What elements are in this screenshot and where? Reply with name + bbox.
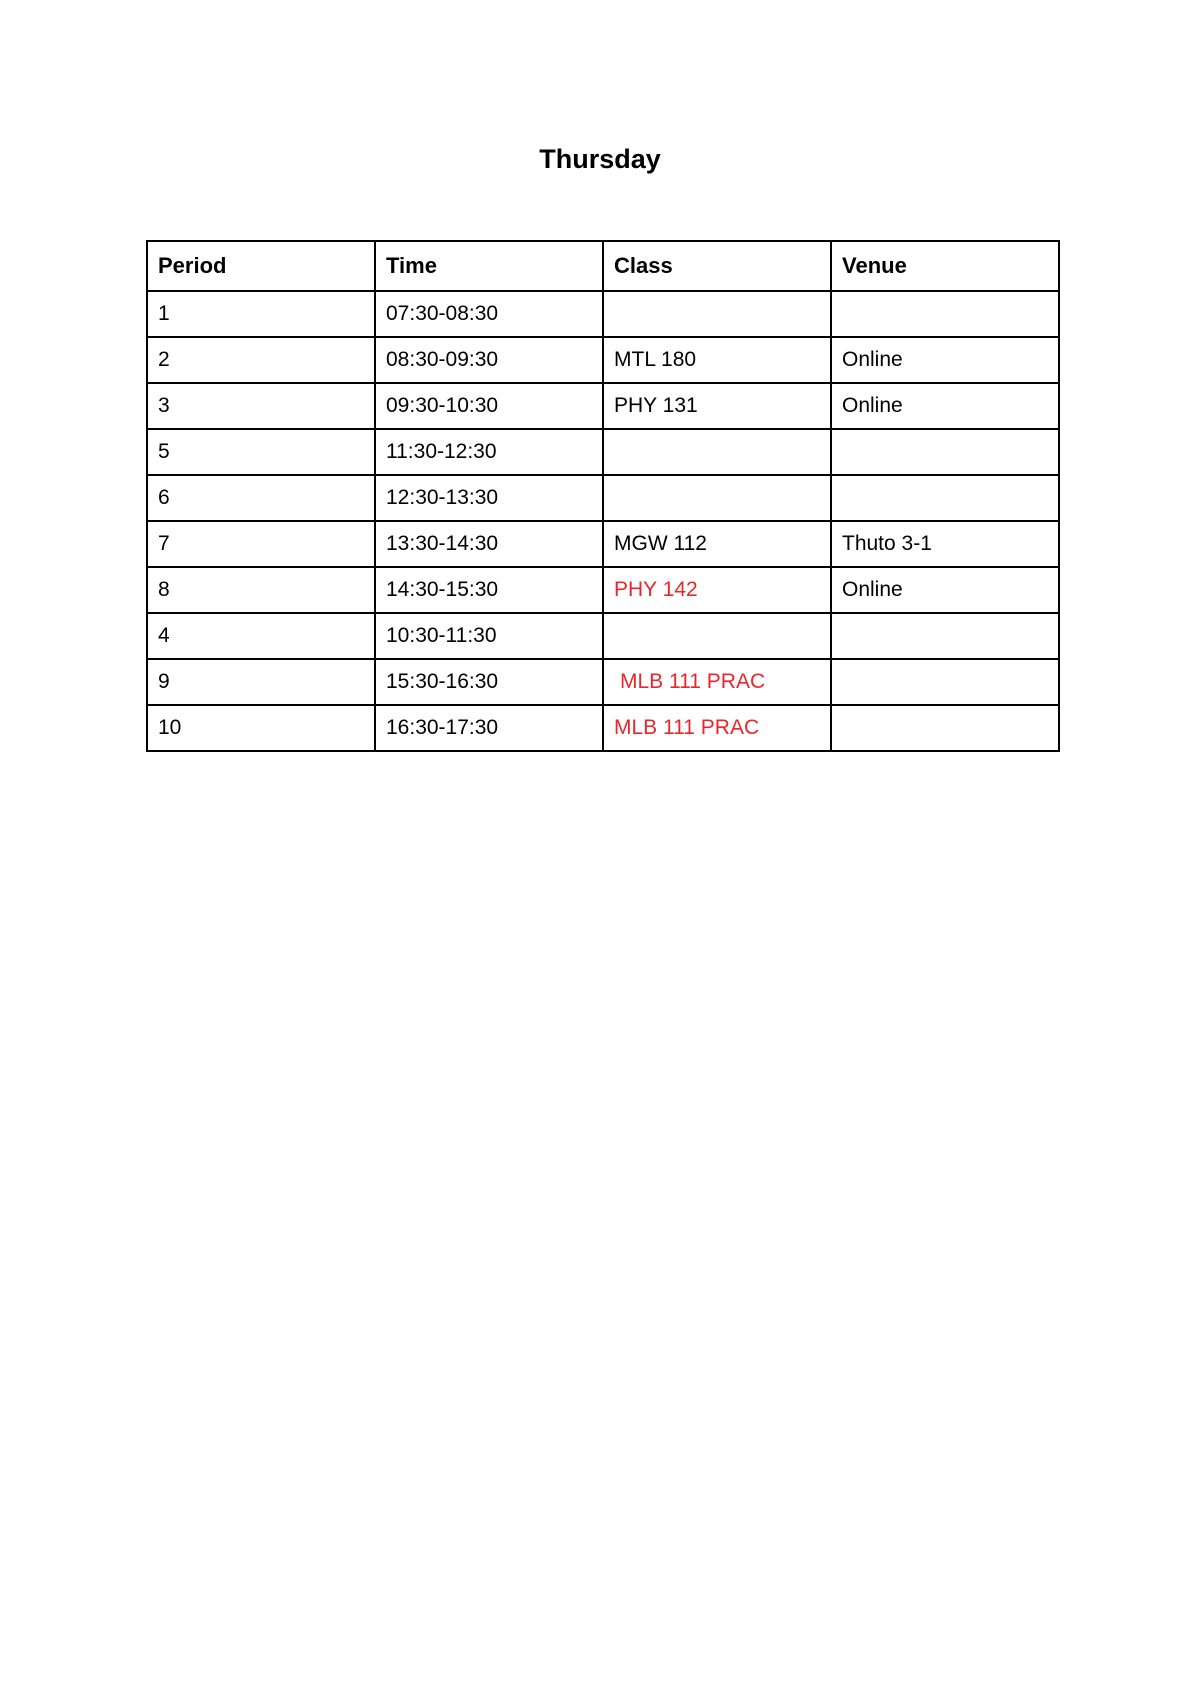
venue-cell xyxy=(831,613,1059,659)
class-cell: MTL 180 xyxy=(603,337,831,383)
venue-cell: Online xyxy=(831,337,1059,383)
class-cell xyxy=(603,613,831,659)
venue-cell xyxy=(831,705,1059,751)
table-row xyxy=(147,659,1059,705)
venue-cell xyxy=(831,659,1059,705)
table-row xyxy=(147,705,1059,751)
class-cell-highlighted: MLB 111 PRAC xyxy=(603,659,831,705)
time-cell: 10:30-11:30 xyxy=(375,613,603,659)
table-row xyxy=(147,613,1059,659)
class-cell: PHY 131 xyxy=(603,383,831,429)
time-cell: 08:30-09:30 xyxy=(375,337,603,383)
timetable xyxy=(146,240,1060,752)
time-cell: 15:30-16:30 xyxy=(375,659,603,705)
venue-cell xyxy=(831,475,1059,521)
time-cell: 09:30-10:30 xyxy=(375,383,603,429)
header-period: Period xyxy=(147,241,375,291)
class-cell: MGW 112 xyxy=(603,521,831,567)
table-row xyxy=(147,567,1059,613)
time-cell: 16:30-17:30 xyxy=(375,705,603,751)
venue-cell: Online xyxy=(831,383,1059,429)
table-row xyxy=(147,291,1059,337)
period-cell: 6 xyxy=(147,475,375,521)
header-class: Class xyxy=(603,241,831,291)
table-header-row xyxy=(147,241,1059,291)
time-cell: 11:30-12:30 xyxy=(375,429,603,475)
class-cell xyxy=(603,475,831,521)
class-cell-highlighted: PHY 142 xyxy=(603,567,831,613)
table-row xyxy=(147,521,1059,567)
venue-cell: Online xyxy=(831,567,1059,613)
period-cell: 4 xyxy=(147,613,375,659)
page-title: Thursday xyxy=(539,144,661,174)
venue-cell xyxy=(831,429,1059,475)
time-cell: 13:30-14:30 xyxy=(375,521,603,567)
table-row xyxy=(147,475,1059,521)
header-time: Time xyxy=(375,241,603,291)
period-cell: 10 xyxy=(147,705,375,751)
time-cell: 14:30-15:30 xyxy=(375,567,603,613)
class-cell xyxy=(603,429,831,475)
table-row xyxy=(147,337,1059,383)
period-cell: 7 xyxy=(147,521,375,567)
period-cell: 9 xyxy=(147,659,375,705)
period-cell: 5 xyxy=(147,429,375,475)
period-cell: 8 xyxy=(147,567,375,613)
time-cell: 07:30-08:30 xyxy=(375,291,603,337)
time-cell: 12:30-13:30 xyxy=(375,475,603,521)
venue-cell xyxy=(831,291,1059,337)
table-row xyxy=(147,383,1059,429)
class-cell-highlighted: MLB 111 PRAC xyxy=(603,705,831,751)
class-cell xyxy=(603,291,831,337)
venue-cell: Thuto 3-1 xyxy=(831,521,1059,567)
period-cell: 3 xyxy=(147,383,375,429)
period-cell: 2 xyxy=(147,337,375,383)
period-cell: 1 xyxy=(147,291,375,337)
table-row xyxy=(147,429,1059,475)
header-venue: Venue xyxy=(831,241,1059,291)
